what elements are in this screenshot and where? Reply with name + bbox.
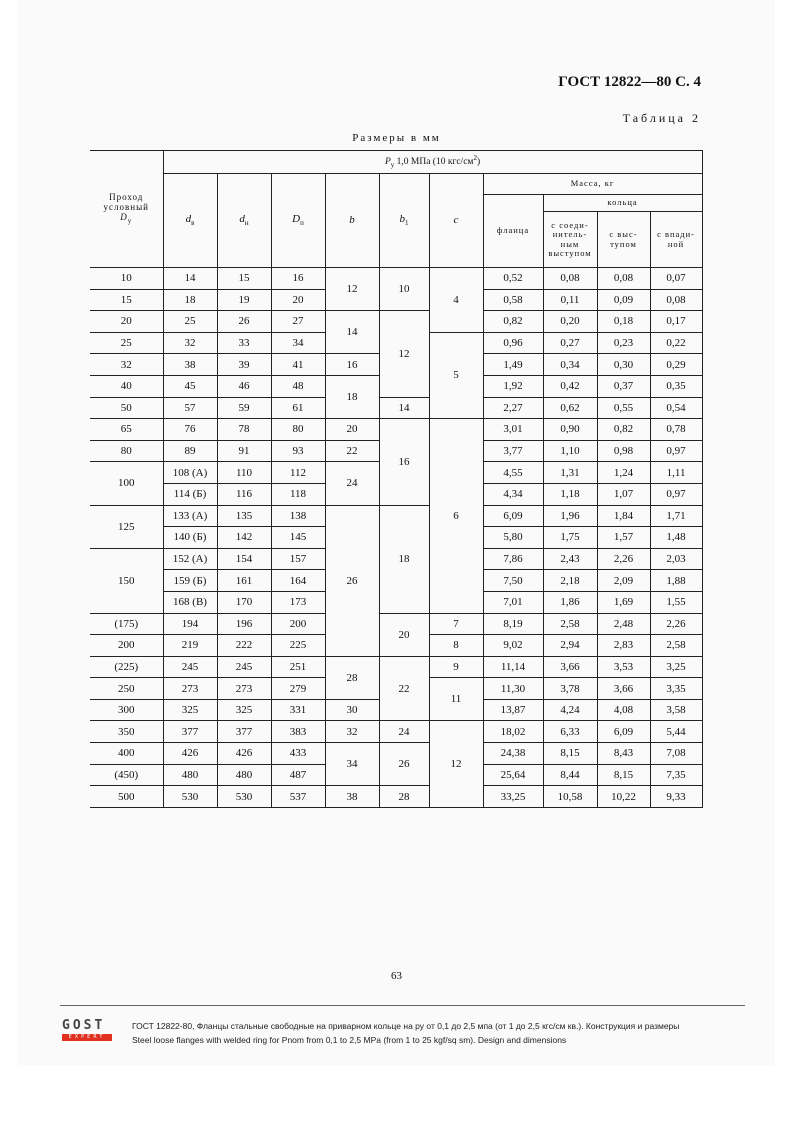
dimensions-table — [90, 150, 703, 808]
col-dv-header: $d_в$ — [163, 174, 217, 268]
table-row: 150 152 (А) 154 157 7,86 2,43 2,26 2,03 — [90, 548, 702, 570]
col-flange-header: фланца — [483, 195, 543, 268]
footer-description — [132, 1019, 679, 1047]
logo-subbar: EXPERT — [62, 1034, 112, 1041]
table-row: 140 (Б) 142 145 5,80 1,75 1,57 1,48 — [90, 527, 702, 549]
col-c-header: c — [429, 174, 483, 268]
table-label: Таблица 2 — [622, 111, 701, 125]
table-row: 500 530 530 537 38 28 33,25 10,58 10,22 9,33 — [90, 786, 702, 808]
col-b-header: b — [325, 174, 379, 268]
col-ring-joint-header: с соеди-нитель-ным выступом — [543, 212, 597, 268]
table-row: (450) 480 480 487 25,64 8,44 8,15 7,35 — [90, 764, 702, 786]
footer-divider — [60, 1005, 745, 1006]
table-row: 200 219 222 225 8 9,02 2,94 2,83 2,58 — [90, 635, 702, 657]
table-row: 40 45 46 48 18 1,92 0,42 0,37 0,35 — [90, 375, 702, 397]
table-row: 114 (Б) 116 118 4,34 1,18 1,07 0,97 — [90, 483, 702, 505]
table-row: 250 273 273 279 11 11,30 3,78 3,66 3,35 — [90, 678, 702, 700]
footer-line-en: Steel loose flanges with welded ring for Pnom from 0,1 to 2,5 MPa (from 1 to 25 kgf/sq sm). Design and dimensions — [132, 1035, 567, 1045]
table-row: 25 32 33 34 5 0,96 0,27 0,23 0,22 — [90, 332, 702, 354]
table-row: 80 89 91 93 22 3,77 1,10 0,98 0,97 — [90, 440, 702, 462]
table-row: (225) 245 245 251 28 22 9 11,14 3,66 3,53 3,25 — [90, 656, 702, 678]
table-row: 159 (Б) 161 164 7,50 2,18 2,09 1,88 — [90, 570, 702, 592]
table-row: 15 18 19 20 0,58 0,11 0,09 0,08 — [90, 289, 702, 311]
table-row: 20 25 26 27 14 12 0,82 0,20 0,18 0,17 — [90, 311, 702, 333]
logo-wordmark: GOST — [62, 1018, 106, 1033]
table-row: (175) 194 196 200 20 7 8,19 2,58 2,48 2,26 — [90, 613, 702, 635]
table-row: 125 133 (А) 135 138 26 18 6,09 1,96 1,84 1,71 — [90, 505, 702, 527]
table-row: 168 (В) 170 173 7,01 1,86 1,69 1,55 — [90, 591, 702, 613]
table-row: 350 377 377 383 32 24 12 18,02 6,33 6,09 5,44 — [90, 721, 702, 743]
pressure-header: $P_у$ 1,0 МПа (10 кгс/$см^2$) — [163, 151, 702, 174]
gost-expert-logo[interactable] — [62, 1019, 114, 1041]
col-D-header: $D_п$ — [271, 174, 325, 268]
stub-header: Проход условный $D_у$ — [90, 151, 163, 268]
col-ring-proj-header: с выс-тупом — [597, 212, 650, 268]
table-row: 10 14 15 16 12 10 4 0,52 0,08 0,08 0,07 — [90, 268, 702, 290]
table-row: 50 57 59 61 14 2,27 0,62 0,55 0,54 — [90, 397, 702, 419]
table-row: 100 108 (А) 110 112 24 4,55 1,31 1,24 1,11 — [90, 462, 702, 484]
ring-header: кольца — [543, 195, 702, 212]
col-dn-header: $d_н$ — [217, 174, 271, 268]
table-row: 65 76 78 80 20 16 6 3,01 0,90 0,82 0,78 — [90, 419, 702, 441]
mass-header: Масса, кг — [483, 174, 702, 195]
table-row: 32 38 39 41 16 1,49 0,34 0,30 0,29 — [90, 354, 702, 376]
table-row: 400 426 426 433 34 26 24,38 8,15 8,43 7,08 — [90, 743, 702, 765]
table-row: 300 325 325 331 30 13,87 4,24 4,08 3,58 — [90, 699, 702, 721]
units-caption: Размеры в мм — [352, 132, 441, 144]
col-ring-recess-header: с впади-ной — [650, 212, 702, 268]
footer-line-ru: ГОСТ 12822-80, Фланцы стальные свободные на приварном кольце на ру от 0,1 до 2,5 мпа (от 1 до 2,5 кгс/см кв.). Конструкция и размеры — [132, 1021, 680, 1031]
page-number: 63 — [391, 970, 402, 982]
col-b1-header: $b_1$ — [379, 174, 429, 268]
document-header: ГОСТ 12822—80 С. 4 — [558, 74, 701, 90]
